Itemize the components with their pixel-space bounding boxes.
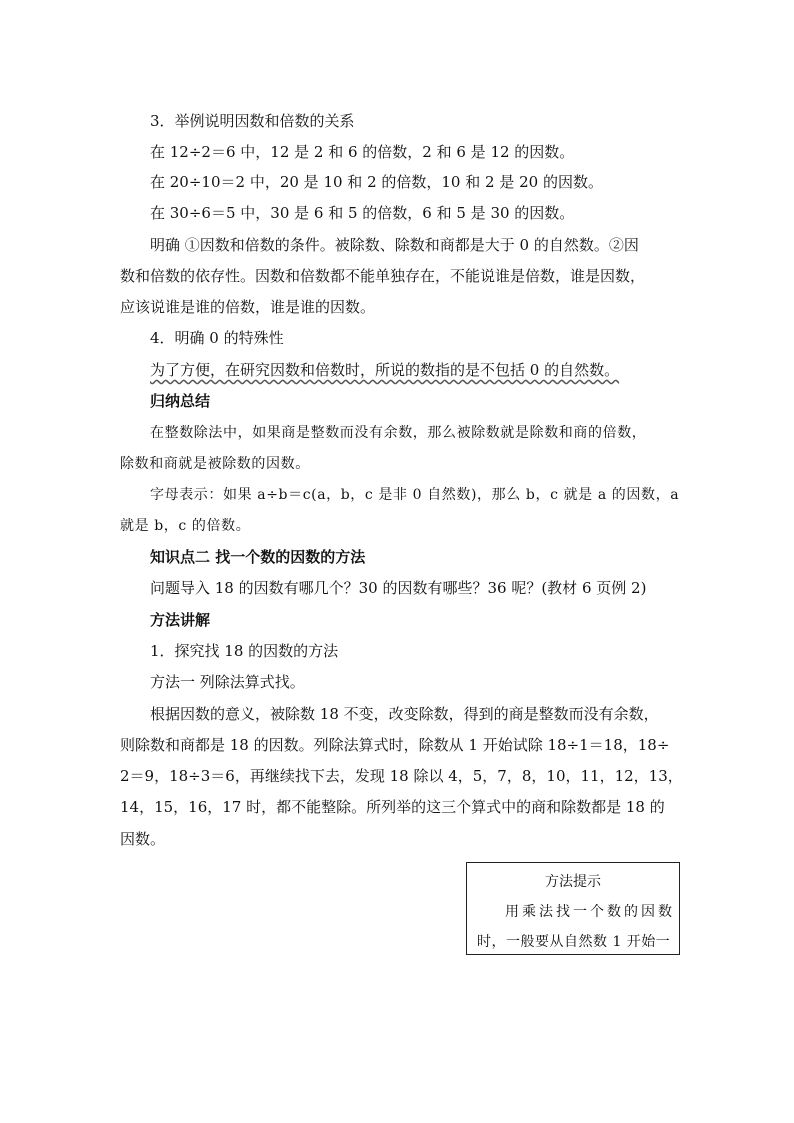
letters-line-2: 就是 b，c 的倍数。 — [120, 518, 251, 534]
clarify-line-1: 明确 ①因数和倍数的条件。被除数、除数和商都是大于 0 的自然数。②因 — [150, 236, 639, 254]
heading-1: 1．探究找 18 的因数的方法 — [150, 642, 339, 660]
paragraph-line-3: 2＝9，18÷3＝6，再继续找下去，发现 18 除以 4，5，7，8，10，11，12，13， — [120, 767, 683, 785]
knowledge-point-2: 知识点二 找一个数的因数的方法 — [150, 548, 366, 566]
method-1-title: 方法一 列除法算式找。 — [150, 673, 305, 691]
paragraph-line-5: 因数。 — [120, 830, 166, 848]
tip-line-1: 用乘法找一个数的因数 — [505, 904, 675, 920]
tip-line-2: 时，一般要从自然数 1 开始一 — [477, 934, 671, 950]
summary-title: 归纳总结 — [150, 392, 211, 410]
heading-3: 3．举例说明因数和倍数的关系 — [150, 112, 355, 130]
tip-title: 方法提示 — [545, 874, 601, 890]
question-intro: 问题导入 18 的因数有哪几个？30 的因数有哪些？36 呢？(教材 6 页例 2) — [150, 579, 647, 597]
summary-line-2: 除数和商就是被除数的因数。 — [120, 456, 310, 472]
summary-line-1: 在整数除法中，如果商是整数而没有余数，那么被除数就是除数和商的倍数， — [150, 425, 647, 441]
paragraph-line-2: 则除数和商都是 18 的因数。列除法算式时，除数从 1 开始试除 18÷1＝18，18÷ — [120, 736, 670, 754]
example-line-2: 在 20÷10＝2 中，20 是 10 和 2 的倍数，10 和 2 是 20 的因数。 — [150, 173, 603, 191]
heading-4: 4．明确 0 的特殊性 — [150, 329, 284, 347]
paragraph-line-4: 14，15，16，17 时，都不能整除。所列举的这三个算式中的商和除数都是 18 的 — [120, 798, 665, 816]
method-title: 方法讲解 — [150, 611, 211, 629]
example-line-1: 在 12÷2＝6 中，12 是 2 和 6 的倍数，2 和 6 是 12 的因数。 — [150, 143, 575, 161]
method-tip-box — [466, 862, 680, 955]
example-line-3: 在 30÷6＝5 中，30 是 6 和 5 的倍数，6 和 5 是 30 的因数。 — [150, 204, 575, 222]
zero-note: 为了方便，在研究因数和倍数时，所说的数指的是不包括 0 的自然数。 — [150, 361, 620, 379]
clarify-line-2: 数和倍数的依存性。因数和倍数都不能单独存在，不能说谁是倍数，谁是因数， — [120, 267, 646, 285]
letters-line-1: 字母表示：如果 a÷b＝c(a，b，c 是非 0 自然数)，那么 b，c 就是 a 的因数，a — [150, 487, 680, 503]
clarify-line-3: 应该说谁是谁的倍数，谁是谁的因数。 — [120, 298, 376, 316]
paragraph-line-1: 根据因数的意义，被除数 18 不变，改变除数，得到的商是整数而没有余数， — [150, 705, 659, 723]
